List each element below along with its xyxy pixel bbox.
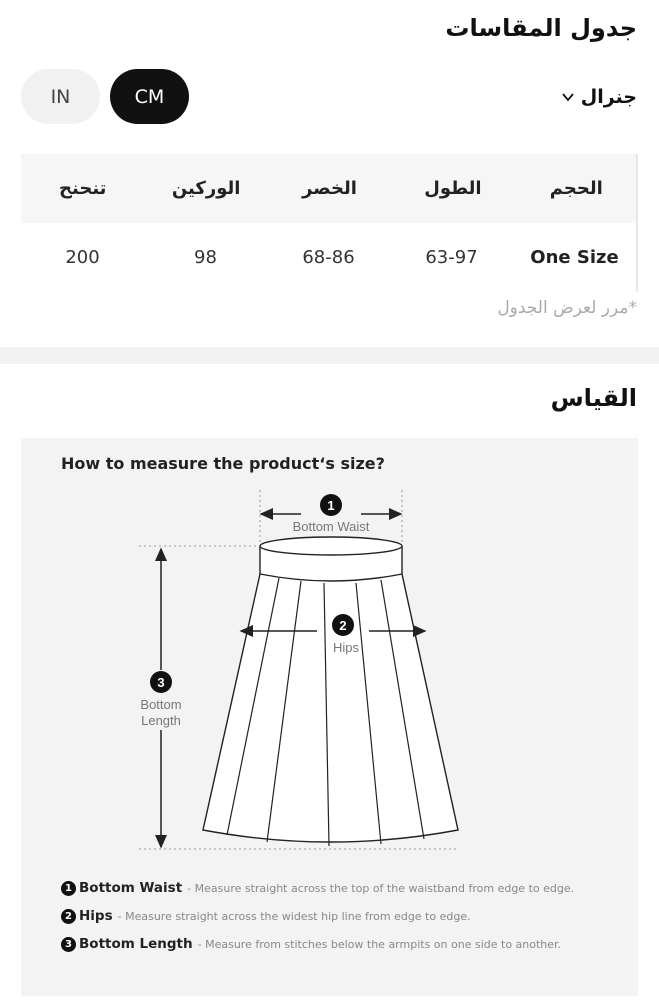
page-title: جدول المقاسات — [445, 14, 637, 42]
table-header-row — [21, 154, 638, 223]
legend-num: 1 — [61, 881, 76, 896]
marker-2-text: 2 — [339, 618, 347, 633]
cell-hips: 98 — [194, 247, 217, 268]
header-waist: الخصر — [302, 178, 357, 199]
cell-hem: 200 — [65, 247, 100, 268]
legend-item-length — [61, 936, 561, 952]
legend-item-hips — [61, 908, 471, 924]
legend-desc: - Measure straight across the widest hip line from edge to edge. — [117, 909, 471, 923]
length-label-line1: Bottom — [140, 697, 182, 712]
size-chart-section — [0, 0, 659, 347]
unit-cm-button[interactable]: CM — [110, 69, 189, 124]
table-row — [21, 223, 638, 292]
marker-1-text: 1 — [327, 498, 335, 513]
measure-title: القياس — [550, 384, 637, 412]
header-hips: الوركين — [171, 178, 241, 199]
hips-label: Hips — [332, 640, 360, 655]
header-hem: تنحنح — [59, 178, 107, 199]
marker-3-text: 3 — [157, 675, 165, 690]
legend-name: Hips — [79, 908, 113, 924]
diagram-title: How to measure the product‘s size? — [61, 454, 385, 473]
unit-in-button[interactable]: IN — [21, 69, 100, 124]
cell-length: 63-97 — [425, 247, 478, 268]
header-size: الحجم — [549, 178, 603, 199]
skirt-waistband-top — [260, 537, 402, 555]
measure-diagram — [21, 438, 638, 996]
legend-num: 2 — [61, 909, 76, 924]
legend-desc: - Measure straight across the top of the waistband from edge to edge. — [187, 881, 575, 895]
scroll-hint: *مرر لعرض الجدول — [497, 298, 637, 318]
chevron-down-icon — [561, 90, 575, 104]
waist-label: Bottom Waist — [292, 519, 370, 534]
legend-name: Bottom Waist — [79, 880, 183, 896]
legend-name: Bottom Length — [79, 936, 193, 952]
header-length: الطول — [424, 178, 482, 199]
legend-desc: - Measure from stitches below the armpits on one side to another. — [197, 937, 562, 951]
skirt-body — [203, 546, 458, 842]
section-divider — [0, 347, 659, 364]
size-table[interactable] — [21, 154, 638, 292]
region-label: جنرال — [580, 86, 637, 108]
legend-item-waist — [61, 880, 574, 896]
region-dropdown[interactable] — [561, 82, 637, 112]
legend-num: 3 — [61, 937, 76, 952]
cell-size: One Size — [530, 247, 619, 268]
cell-waist: 68-86 — [302, 247, 355, 268]
length-label-line2: Length — [141, 713, 181, 728]
